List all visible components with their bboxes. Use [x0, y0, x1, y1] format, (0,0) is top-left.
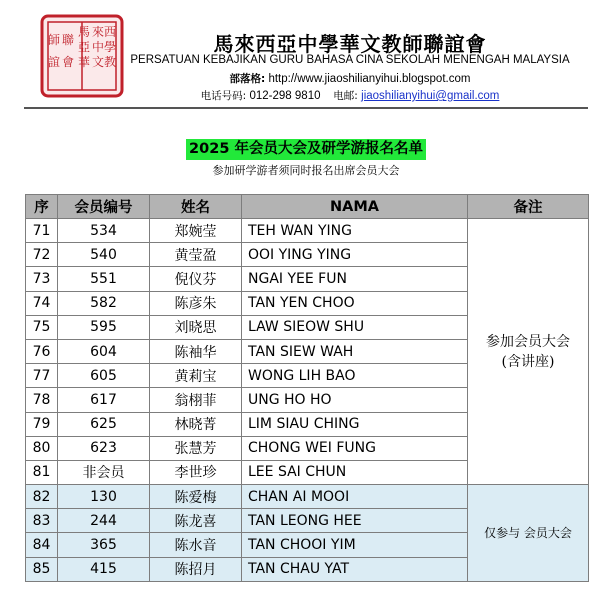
serial-cell: 71: [26, 219, 58, 243]
chinese-name-cell: 郑婉莹: [150, 219, 242, 243]
table-row: [26, 219, 589, 243]
chinese-name-cell: 陈水音: [150, 533, 242, 557]
serial-cell: 75: [26, 315, 58, 339]
serial-cell: 77: [26, 364, 58, 388]
chinese-name-cell: 倪仪芬: [150, 267, 242, 291]
member-no-cell: 617: [58, 388, 150, 412]
nama-cell: NGAI YEE FUN: [242, 267, 468, 291]
seal-glyph: 文: [91, 55, 105, 69]
blog-line: [0, 71, 612, 86]
nama-cell: LEE SAI CHUN: [242, 460, 468, 484]
blog-label: 部落格:: [229, 73, 266, 85]
nama-cell: WONG LIH BAO: [242, 364, 468, 388]
email-label: 电邮:: [333, 90, 362, 102]
seal-glyph: 華: [77, 55, 91, 69]
document-title: 2025 年会员大会及研学游报名名单: [186, 139, 426, 160]
header-member-no: 会员编号: [58, 195, 150, 219]
chinese-name-cell: 黄莉宝: [150, 364, 242, 388]
member-no-cell: 540: [58, 243, 150, 267]
member-no-cell: 534: [58, 219, 150, 243]
nama-cell: UNG HO HO: [242, 388, 468, 412]
serial-cell: 83: [26, 509, 58, 533]
chinese-name-cell: 林晓菁: [150, 412, 242, 436]
chinese-name-cell: 陈彦朱: [150, 291, 242, 315]
blog-url[interactable]: http://www.jiaoshilianyihui.blogspot.com: [265, 73, 471, 85]
table-row: [26, 485, 589, 509]
header-divider: [24, 107, 588, 109]
serial-cell: 73: [26, 267, 58, 291]
chinese-name-cell: 李世珍: [150, 460, 242, 484]
member-no-cell: 604: [58, 339, 150, 363]
chinese-name-cell: 黄莹盈: [150, 243, 242, 267]
nama-cell: CHAN AI MOOI: [242, 485, 468, 509]
header-serial: 序: [26, 195, 58, 219]
email-link[interactable]: jiaoshilianyihui@gmail.com: [361, 90, 500, 102]
document-subtitle: 参加研学游者须同时报名出席会员大会: [212, 164, 400, 177]
registration-table: [25, 194, 589, 582]
seal-glyph: 聯: [61, 33, 75, 47]
serial-cell: 82: [26, 485, 58, 509]
nama-cell: CHONG WEI FUNG: [242, 436, 468, 460]
seal-glyph: 會: [61, 55, 75, 69]
member-no-cell: 130: [58, 485, 150, 509]
serial-cell: 79: [26, 412, 58, 436]
remark-group-1: [468, 219, 589, 485]
seal-glyph: 亞: [77, 40, 91, 54]
seal-glyph: 誼: [47, 55, 61, 69]
serial-cell: 78: [26, 388, 58, 412]
association-name-chinese: 馬來西亞中學華文教師聯誼會: [213, 32, 487, 56]
nama-cell: TAN LEONG HEE: [242, 509, 468, 533]
serial-cell: 84: [26, 533, 58, 557]
chinese-name-cell: 陈龙喜: [150, 509, 242, 533]
member-no-cell: 595: [58, 315, 150, 339]
member-no-cell: 244: [58, 509, 150, 533]
member-no-cell: 605: [58, 364, 150, 388]
nama-cell: LIM SIAU CHING: [242, 412, 468, 436]
remark-group-1-line-2: (含讲座): [501, 353, 555, 370]
seal-glyph: 師: [47, 33, 61, 47]
serial-cell: 74: [26, 291, 58, 315]
serial-cell: 76: [26, 339, 58, 363]
seal-glyph: 學: [103, 40, 117, 54]
chinese-name-cell: 陈爱梅: [150, 485, 242, 509]
table-header-row: [26, 195, 589, 219]
nama-cell: OOI YING YING: [242, 243, 468, 267]
seal-glyph: 中: [91, 40, 105, 54]
serial-cell: 80: [26, 436, 58, 460]
nama-cell: TAN YEN CHOO: [242, 291, 468, 315]
association-name-malay: PERSATUAN KEBAJIKAN GURU BAHASA CINA SEKOLAH MENENGAH MALAYSIA: [130, 54, 570, 66]
serial-cell: 72: [26, 243, 58, 267]
chinese-name-cell: 刘晓思: [150, 315, 242, 339]
member-no-cell: 365: [58, 533, 150, 557]
phone-number: 012-298 9810: [249, 90, 321, 102]
phone-label: 电话号码:: [200, 90, 250, 102]
nama-cell: TAN CHOOI YIM: [242, 533, 468, 557]
header-remarks: 备注: [468, 195, 589, 219]
member-no-cell: 582: [58, 291, 150, 315]
header-chinese-name: 姓名: [150, 195, 242, 219]
header-nama: NAMA: [242, 195, 468, 219]
seal-glyph: 西: [103, 25, 117, 39]
nama-cell: LAW SIEOW SHU: [242, 315, 468, 339]
document-title-wrap: [0, 138, 612, 160]
remark-group-1-line-1: 参加会员大会: [486, 333, 570, 350]
contact-line: [0, 88, 612, 103]
member-no-cell: 625: [58, 412, 150, 436]
seal-glyph: 來: [91, 25, 105, 39]
nama-cell: TAN CHAU YAT: [242, 557, 468, 581]
chinese-name-cell: 张慧芳: [150, 436, 242, 460]
seal-glyph: 教: [103, 55, 117, 69]
seal-glyph: 馬: [77, 25, 91, 39]
chinese-name-cell: 翁栩菲: [150, 388, 242, 412]
serial-cell: 81: [26, 460, 58, 484]
member-no-cell: 非会员: [58, 460, 150, 484]
member-no-cell: 415: [58, 557, 150, 581]
chinese-name-cell: 陈招月: [150, 557, 242, 581]
remark-group-2: 仅参与 会员大会: [468, 485, 589, 582]
member-no-cell: 623: [58, 436, 150, 460]
member-no-cell: 551: [58, 267, 150, 291]
nama-cell: TEH WAN YING: [242, 219, 468, 243]
chinese-name-cell: 陈袖华: [150, 339, 242, 363]
nama-cell: TAN SIEW WAH: [242, 339, 468, 363]
serial-cell: 85: [26, 557, 58, 581]
